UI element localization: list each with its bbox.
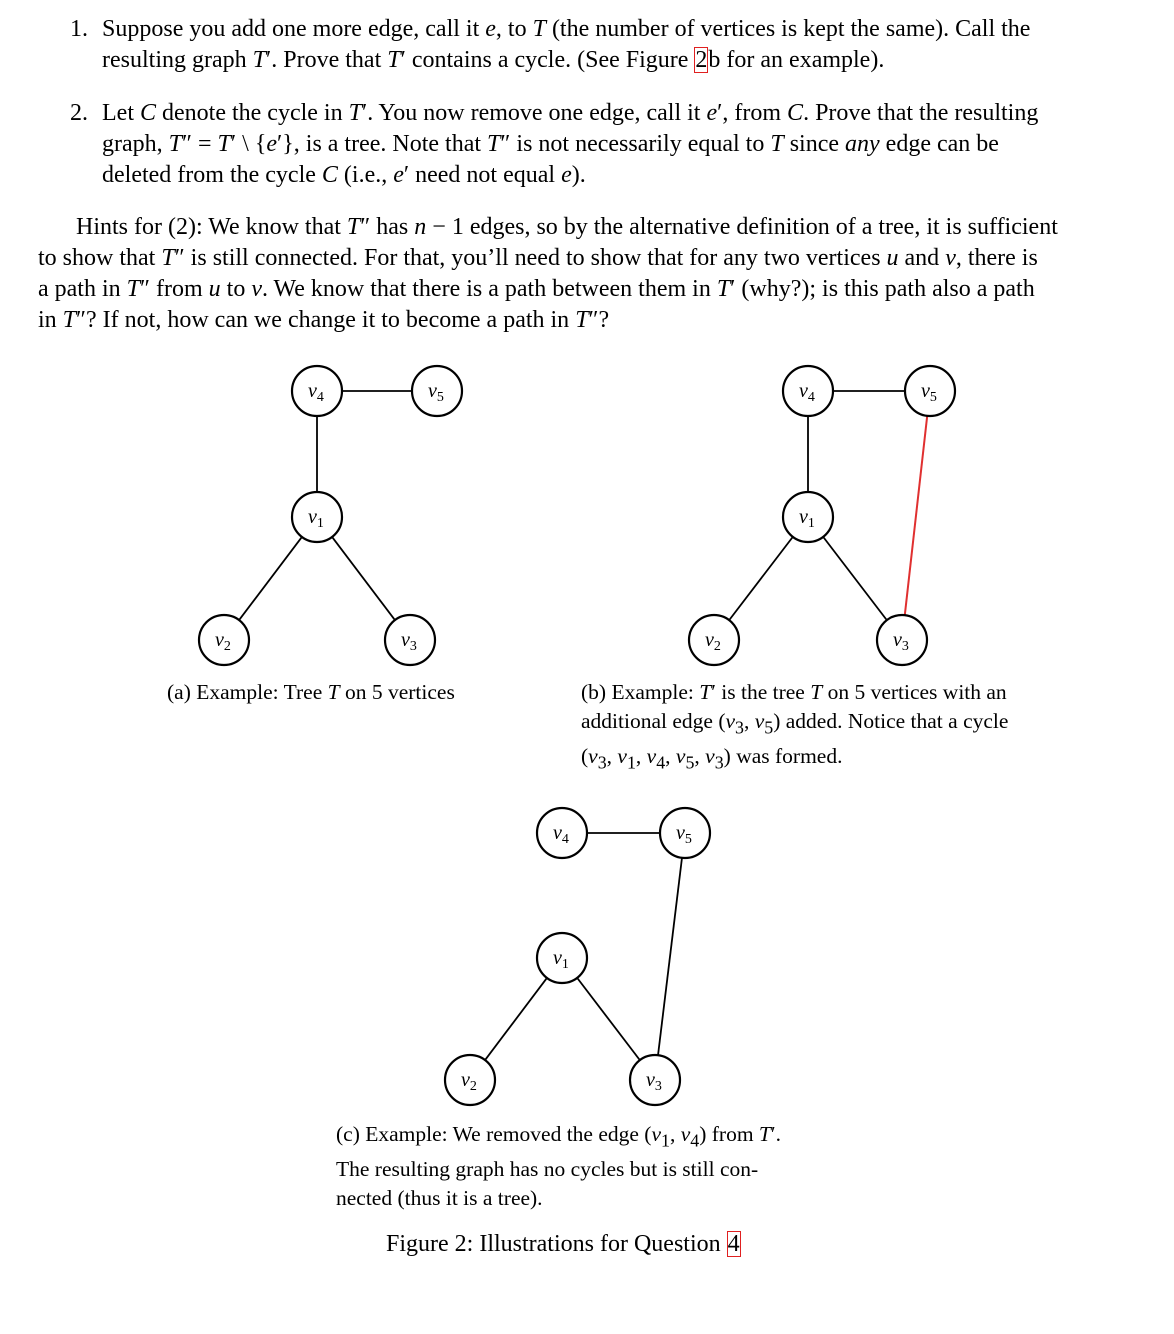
item-2-line: graph, T″ = T′ \ {e′}, is a tree. Note that T″ is not necessarily equal to T since any edge can be [102, 131, 999, 157]
node-v1 [783, 492, 833, 542]
item-number: 2. [70, 100, 88, 126]
node-v2 [445, 1055, 495, 1105]
edge-v5-v3 [658, 858, 682, 1055]
graph-figure-b [689, 366, 955, 665]
caption-a-line: (a) Example: Tree T on 5 vertices [167, 680, 455, 704]
node-v4 [292, 366, 342, 416]
node-label: $v_2$ [705, 629, 721, 654]
caption-c-line: (c) Example: We removed the edge ($v_1$, $v_4$) from T′. [336, 1122, 781, 1151]
node-label: $v_2$ [461, 1069, 477, 1094]
node-label: $v_1$ [308, 506, 324, 531]
edge-v1-v2 [239, 537, 302, 620]
caption-c [336, 1120, 781, 1213]
hints-line: to show that T″ is still connected. For that, you’ll need to show that for any two vertices u and v, there is [38, 245, 1038, 271]
caption-c-line: nected (thus it is a tree). [336, 1186, 543, 1211]
node-v5 [905, 366, 955, 416]
node-v5 [660, 808, 710, 858]
node-label: $v_1$ [553, 947, 569, 972]
caption-b-line: additional edge ($v_3$, $v_5$) added. Notice that a cycle [581, 709, 1009, 738]
graph-figure-c [445, 808, 710, 1105]
hints-line: Hints for (2): We know that T″ has n − 1 edges, so by the alternative definition of a tree, it is sufficient [76, 214, 1058, 240]
node-label: $v_4$ [799, 380, 815, 405]
node-label: $v_4$ [308, 380, 324, 405]
node-v3 [877, 615, 927, 665]
caption-a [167, 678, 455, 707]
node-v2 [199, 615, 249, 665]
node-v3 [385, 615, 435, 665]
caption-b [581, 678, 1008, 778]
node-v5 [412, 366, 462, 416]
node-label: $v_2$ [215, 629, 231, 654]
caption-b-line: ($v_3$, $v_1$, $v_4$, $v_5$, $v_3$) was formed. [581, 744, 843, 773]
caption-c-line: The resulting graph has no cycles but is still con- [336, 1157, 759, 1182]
node-label: $v_3$ [646, 1069, 662, 1094]
graph-figure-a [199, 366, 462, 665]
node-v1 [537, 933, 587, 983]
edge-v1-v3 [577, 978, 640, 1060]
item-2-line: Let C denote the cycle in T′. You now remove one edge, call it e′, from C. Prove that the resulting [102, 100, 1039, 126]
node-v4 [537, 808, 587, 858]
node-label: $v_5$ [921, 380, 937, 405]
node-v2 [689, 615, 739, 665]
node-label: $v_5$ [676, 822, 692, 847]
hints-line: a path in T″ from u to v. We know that there is a path between them in T′ (why?); is this path also a path [38, 276, 1035, 302]
node-label: $v_5$ [428, 380, 444, 405]
edge-v1-v3 [332, 537, 395, 620]
item-2-line: deleted from the cycle C (i.e., e′ need not equal e). [102, 162, 586, 188]
node-label: $v_3$ [401, 629, 417, 654]
node-label: $v_1$ [799, 506, 815, 531]
edge-v1-v2 [729, 537, 793, 620]
node-label: $v_4$ [553, 822, 569, 847]
edge-v1-v3 [823, 537, 887, 620]
node-v1 [292, 492, 342, 542]
node-v3 [630, 1055, 680, 1105]
node-v4 [783, 366, 833, 416]
item-1-line: resulting graph T′. Prove that T′ contains a cycle. (See Figure 2b for an example). [102, 47, 885, 73]
item-1-line: Suppose you add one more edge, call it e, to T (the number of vertices is kept the same). Call the [102, 16, 1031, 42]
item-number: 1. [70, 16, 88, 42]
node-label: $v_3$ [893, 629, 909, 654]
hints-line: in T″? If not, how can we change it to become a path in T″? [38, 307, 610, 333]
edge-v1-v2 [485, 978, 547, 1060]
caption-b-line: (b) Example: T′ is the tree T on 5 vertices with an [581, 680, 1007, 704]
figure-caption: Figure 2: Illustrations for Question 4 [386, 1231, 740, 1257]
edge-v5-v3 [905, 416, 927, 615]
